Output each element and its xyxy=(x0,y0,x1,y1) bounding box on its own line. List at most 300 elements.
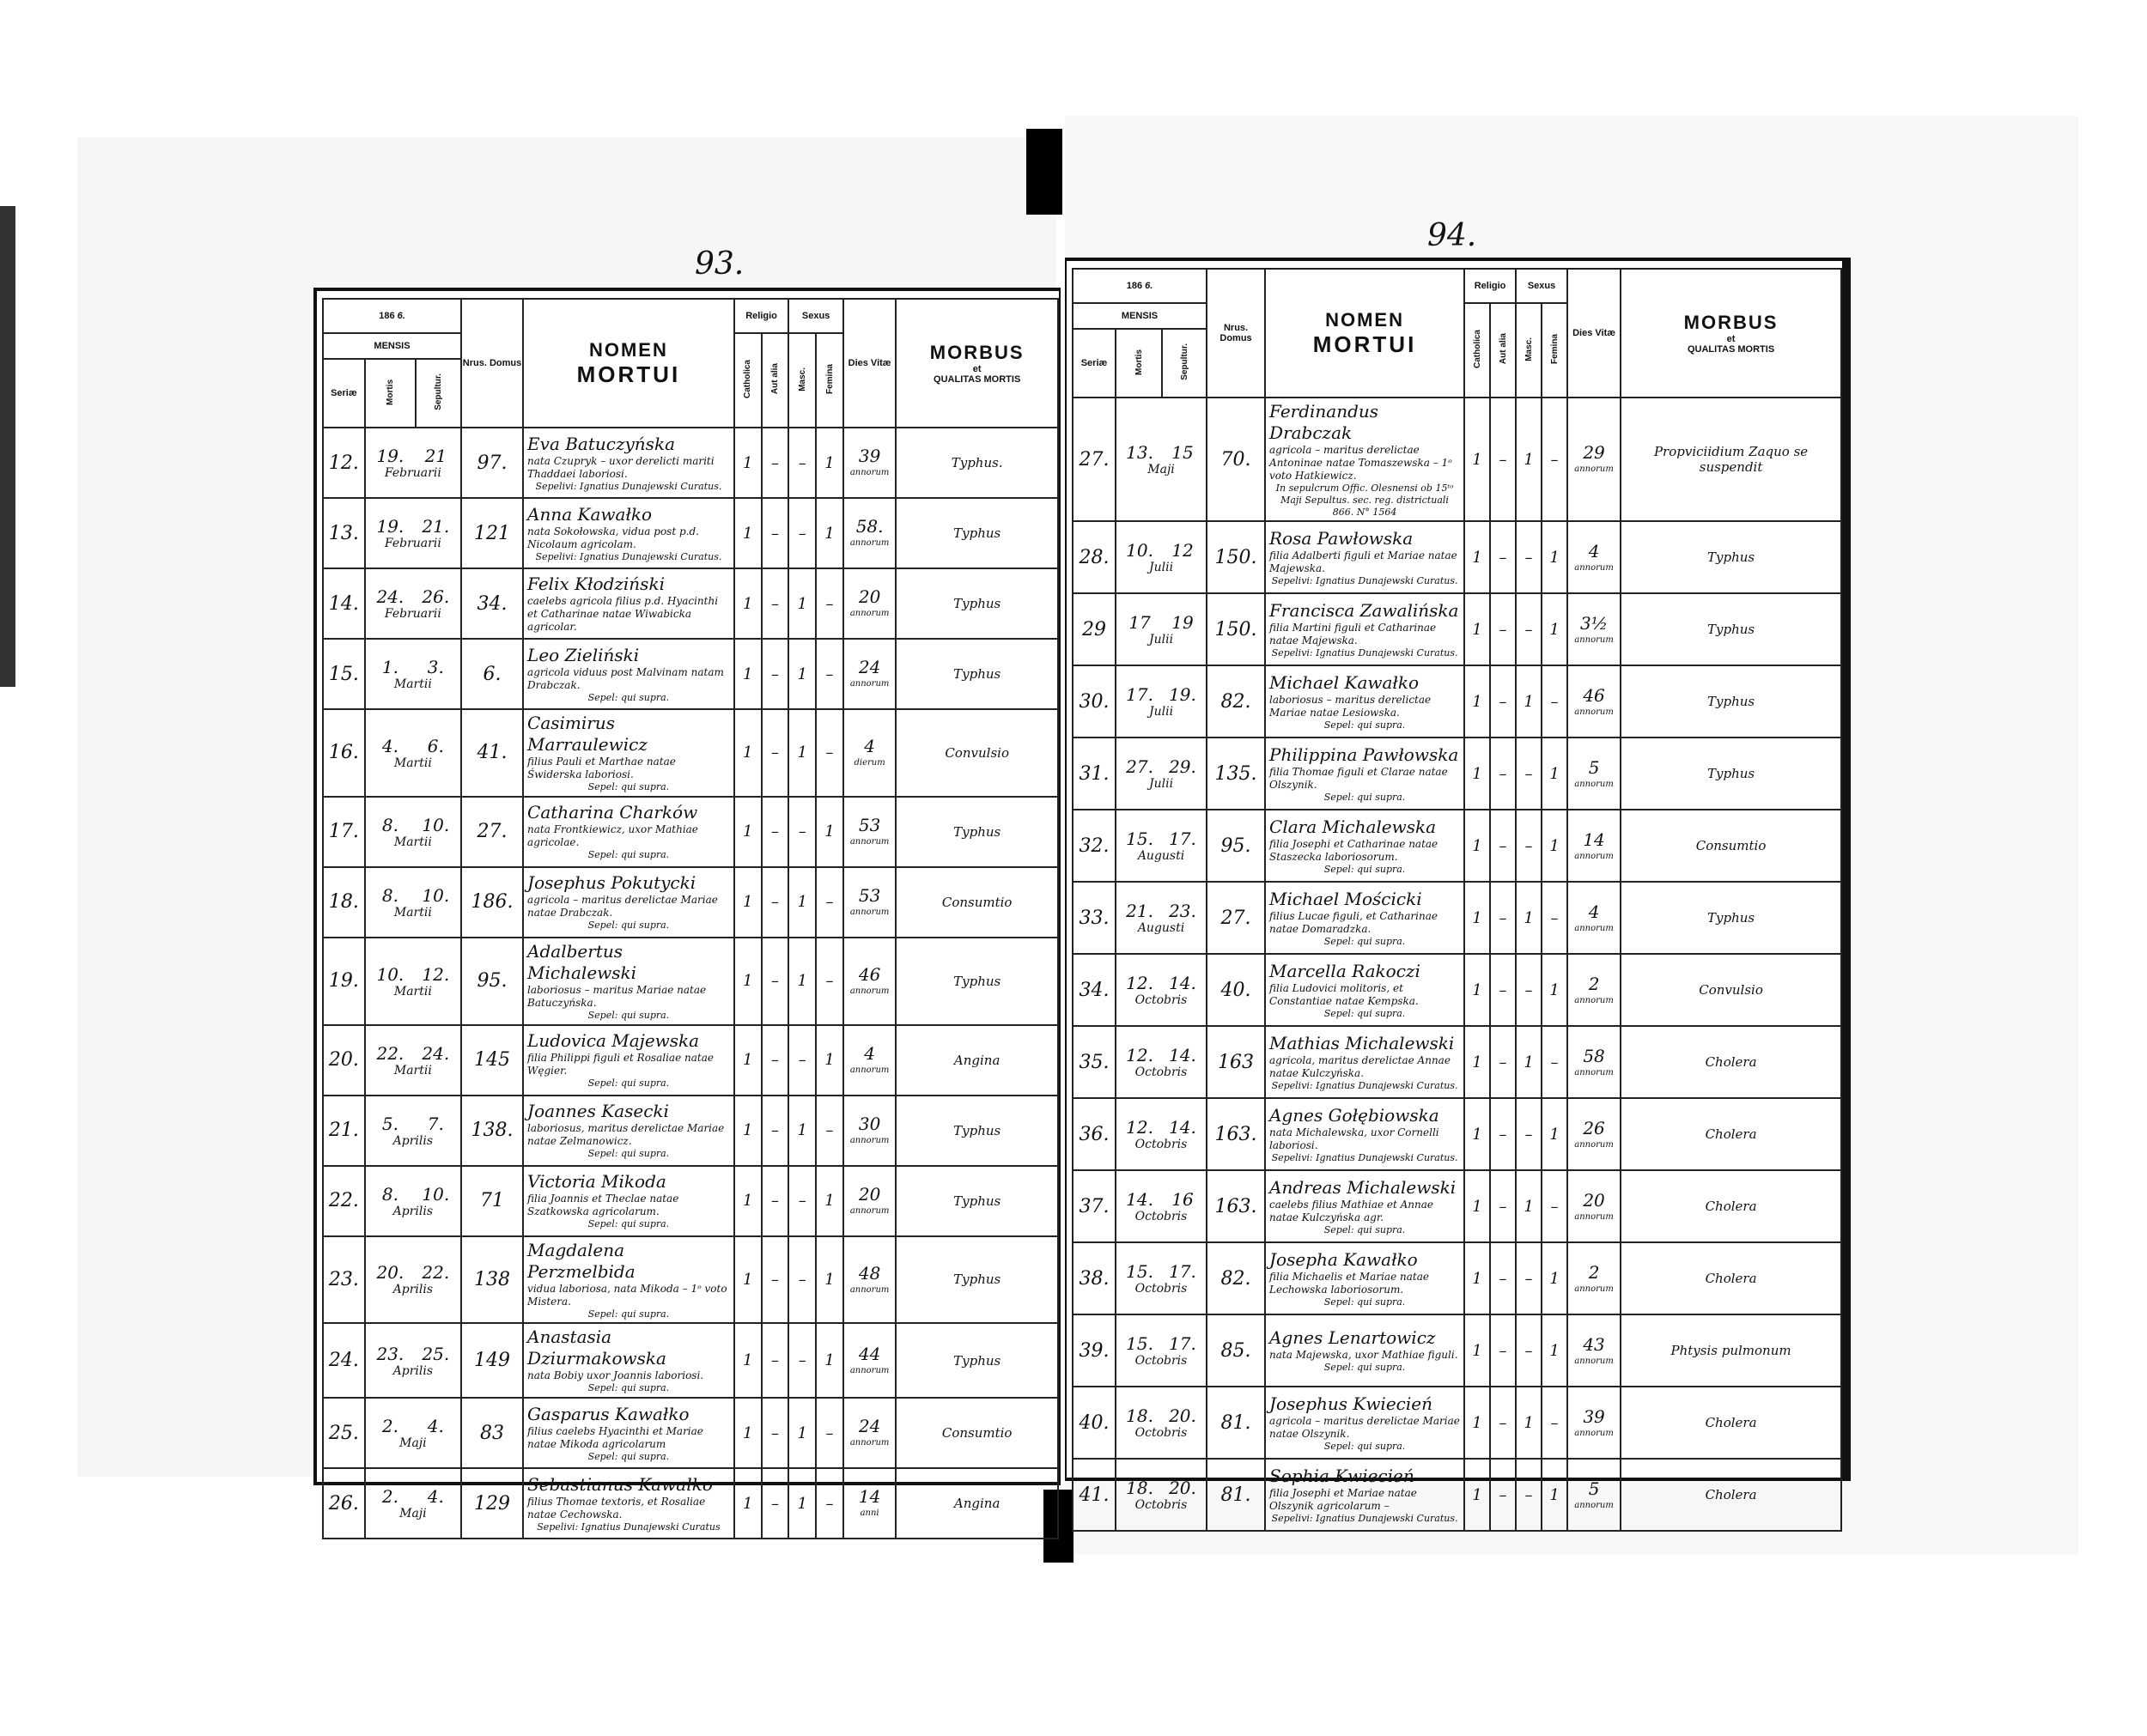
house-number: 27. xyxy=(477,821,508,843)
register-row xyxy=(323,1323,1058,1398)
femina-cell xyxy=(816,709,843,797)
femina-mark: 1 xyxy=(1549,1125,1560,1144)
burial-day: 4. xyxy=(427,1486,444,1507)
masc-mark: 1 xyxy=(797,1423,807,1442)
femina-mark: 1 xyxy=(824,1051,835,1069)
deceased-details: nata Sokołowska, vidua post p.d. Nicolaum agricolam. xyxy=(527,525,699,550)
masc-mark: 1 xyxy=(797,665,807,683)
name-cell xyxy=(523,1468,734,1539)
aut-alia-cell xyxy=(1490,1170,1516,1242)
domus-cell xyxy=(1207,1170,1265,1242)
age-unit: annorum xyxy=(849,907,890,918)
domus-cell xyxy=(1207,521,1265,593)
deceased-name: Gasparus Kawałko xyxy=(527,1403,690,1424)
death-day: 17. xyxy=(1126,684,1153,706)
age-unit: annorum xyxy=(849,1135,890,1145)
name-cell xyxy=(1265,398,1464,521)
house-number: 163. xyxy=(1214,1123,1257,1145)
domus-cell xyxy=(461,1236,523,1324)
age-unit: annorum xyxy=(1574,851,1614,861)
catholica-cell xyxy=(1464,1314,1490,1387)
catholica-mark: 1 xyxy=(1472,980,1482,999)
catholica-cell xyxy=(1464,882,1490,954)
masc-cell xyxy=(1516,521,1542,593)
deceased-name: Francisca Zawalińska xyxy=(1269,599,1459,621)
house-number: 121 xyxy=(474,522,511,544)
masc-mark: 1 xyxy=(797,972,807,991)
house-number: 186. xyxy=(471,891,514,914)
catholica-mark: 1 xyxy=(742,1270,753,1289)
deceased-details: filia Josephi et Catharinae natae Staszecka laboriosorum. xyxy=(1269,837,1438,863)
deceased-name: Ludovica Majewska xyxy=(527,1030,700,1052)
seriae-number: 25. xyxy=(328,1422,359,1444)
femina-mark: – xyxy=(1550,450,1559,469)
house-number: 95. xyxy=(1220,835,1251,857)
catholica-mark: 1 xyxy=(742,524,753,543)
burial-note: Sepel: qui supra. xyxy=(587,1382,670,1394)
seriae-cell xyxy=(1073,810,1116,882)
month-name: Martii xyxy=(393,905,432,920)
morbus-cell xyxy=(896,1166,1058,1236)
femina-cell xyxy=(816,568,843,639)
femina-cell xyxy=(1542,1387,1567,1459)
age-unit: annorum xyxy=(1574,1139,1614,1150)
morbus-header: MORBUS et QUALITAS MORTIS xyxy=(896,299,1058,428)
month-name: Julii xyxy=(1148,633,1174,647)
femina-mark: – xyxy=(825,893,834,912)
mortis-cell xyxy=(1116,737,1207,810)
age-value: 53 xyxy=(858,885,881,907)
femina-cell xyxy=(1542,1026,1567,1098)
burial-day: 7. xyxy=(427,1113,444,1134)
age-unit: annorum xyxy=(849,468,890,478)
deceased-details: filia Josephi et Mariae natae Olszynik agricolarum – xyxy=(1269,1486,1417,1512)
register-row xyxy=(1073,521,1841,593)
register-row xyxy=(323,938,1058,1025)
deceased-details: filia Thomae figuli et Clarae natae Olszynik. xyxy=(1269,765,1448,791)
seriae-number: 32. xyxy=(1079,835,1110,857)
masc-cell xyxy=(1516,665,1542,737)
domus-cell xyxy=(461,867,523,938)
deceased-name: Ferdinandus Drabczak xyxy=(1269,401,1379,443)
aut-alia-cell xyxy=(1490,810,1516,882)
catholica-cell xyxy=(1464,810,1490,882)
domus-cell xyxy=(461,1166,523,1236)
binding-gap-top xyxy=(1026,129,1062,215)
death-register-table: 186 6. Nrus. Domus NOMEN MORTUI Religio Sexus Dies Vitæ MORBUS et QUALITAS MORTIS MENSIS Catholica Aut alia Masc. Femina Seriæ Mortis Sepultur. 12. 19. 21 Februarii 97. Eva Batuczyńska nata Czupryk – uxor derelicti mariti Thaddaei laboriosi. Sepelivi: Ignatius Dunajewski Curatus. 1 – – 1 39 annorum Typhus. 13. 19. 21. Februarii 121 Anna Kawałko nata Sokołowska, vidua post p.d. Nicolaum agricolam. Sepelivi: Ignatius Dunajewski Curatus. 1 – – 1 58. annorum Typhus 14. 24. 26. Februarii 34. Felix Kłodziński caelebs agricola filius p.d. Hyacinthi et Catharinae natae Wiwabicka agricolar. 1 – 1 – 20 annorum Typhus 15. 1. 3. Martii 6. Leo Zieliński agricola viduus post Malvinam natam Drabczak. Sepel: qui supra. 1 – 1 – 24 annorum Typhus 16. 4. 6. Martii 41. Casimirus Marraulewicz filius Pauli et Marthae natae Świderska laboriosi. Sepel: qui supra. 1 – 1 – 4 dierum Convulsio 17. 8. 10. Martii 27. Catharina Charków nata Frontkiewicz, uxor Mathiae agricolae. Sepel: qui supra. 1 – – 1 53 annorum Typhus 18. 8. 10. Martii 186. Josephus Pokutycki agricola – maritus derelictae Mariae natae Drabczak. Sepel: qui supra. 1 – 1 – 53 annorum Consumtio 19. 10. 12. Martii 95. Adalbertus Michalewski laboriosus – maritus Mariae natae Batuczyńska. Sepel: qui supra. 1 – 1 – 46 annorum Typhus 20. 22. 24. Martii 145 Ludovica Majewska filia Philippi figuli et Rosaliae natae Węgier. Sepel: qui supra. 1 – – 1 4 annorum Angina 21. 5. 7. Aprilis 138. Joannes Kasecki laboriosus, maritus derelictae Mariae natae Zelmanowicz. Sepel: qui supra. 1 – 1 – 30 annorum Typhus 22. 8. 10. Aprilis 71 Victoria Mikoda filia Joannis et Theclae natae Szatkowska agricolarum. Sepel: qui supra. 1 – – 1 20 annorum Typhus 23. 20. 22. Aprilis 138 Magdalena Perzmelbida vidua laboriosa, nata Mikoda – 1ᵒ voto Mistera. Sepel: qui supra. 1 – – 1 48 annorum Typhus 24. 23. 25. Aprilis 149 Anastasia Dziurmakowska nata Bobiy uxor Joannis laboriosi. Sepel: qui supra. 1 – – 1 44 annorum Typhus 25. 2. 4. Maji 83 Gasparus Kawałko filius caelebs Hyacinthi et Mariae natae Mikoda agricolarum Sepel: qui supra. 1 – 1 – 24 annorum Consumtio 26. 2. 4. Maji 129 Sebastianus Kawałko filius Thomae textoris, et Rosaliae natae Cechowska. Sepelivi: Ignatius Dunajewski Curatus 1 – 1 – 14 anni Angina xyxy=(322,298,1059,1539)
catholica-cell xyxy=(1464,1459,1490,1531)
deceased-details: filia Ludovici molitoris, et Constantiae natae Kempska. xyxy=(1269,981,1419,1007)
burial-day: 16 xyxy=(1171,1189,1194,1211)
morbus-cell xyxy=(1621,1098,1841,1170)
house-number: 40. xyxy=(1220,979,1251,1001)
aut-alia-mark: – xyxy=(770,1051,779,1069)
vitae-cell xyxy=(1567,1170,1621,1242)
mortis-cell xyxy=(365,639,461,709)
mortis-cell xyxy=(1116,593,1207,665)
deceased-name: Casimirus Marraulewicz xyxy=(527,713,648,755)
month-name: Martii xyxy=(393,677,432,691)
age-value: 2 xyxy=(1588,1261,1600,1283)
aut-alia-mark: – xyxy=(770,1121,779,1139)
deceased-name: Joannes Kasecki xyxy=(527,1101,669,1122)
cause-of-death: Typhus xyxy=(1707,694,1755,710)
mortis-cell xyxy=(365,1236,461,1324)
vitae-cell xyxy=(843,938,896,1025)
cause-of-death: Convulsio xyxy=(945,744,1009,761)
domus-cell xyxy=(1207,1242,1265,1314)
cause-of-death: Typhus xyxy=(953,666,1001,682)
masc-cell xyxy=(788,1025,816,1096)
age-unit: annorum xyxy=(1574,923,1614,933)
name-cell xyxy=(523,1398,734,1468)
register-row xyxy=(1073,1314,1841,1387)
masc-cell xyxy=(1516,1098,1542,1170)
mortis-cell xyxy=(365,428,461,498)
month-name: Octobris xyxy=(1134,1426,1188,1441)
name-cell xyxy=(1265,1026,1464,1098)
age-value: 46 xyxy=(858,963,881,985)
death-day: 19. xyxy=(376,516,404,537)
burial-day: 14. xyxy=(1169,1045,1196,1066)
femina-cell xyxy=(1542,398,1567,521)
catholica-mark: 1 xyxy=(1472,1413,1482,1432)
seriae-cell xyxy=(323,938,365,1025)
seriae-cell xyxy=(323,709,365,797)
deceased-name: Sophia Kwiecień xyxy=(1269,1465,1414,1486)
aut-alia-mark: – xyxy=(1499,1269,1507,1288)
name-cell xyxy=(523,1236,734,1324)
morbus-header: MORBUS et QUALITAS MORTIS xyxy=(1621,269,1841,398)
femina-cell xyxy=(816,639,843,709)
deceased-details: filia Joannis et Theclae natae Szatkowska agricolarum. xyxy=(527,1193,679,1218)
deceased-details: agricola – maritus derelictae Antoninae natae Tomaszewska – 1ᵒ voto Hatkiewicz. xyxy=(1269,444,1452,482)
burial-day: 24. xyxy=(422,1042,450,1064)
seriae-number: 19. xyxy=(328,970,359,992)
burial-note: Sepel: qui supra. xyxy=(587,781,670,792)
catholica-mark: 1 xyxy=(742,1494,753,1513)
masc-mark: 1 xyxy=(1524,1053,1534,1071)
name-cell xyxy=(1265,737,1464,810)
age-unit: annorum xyxy=(1574,995,1614,1005)
register-row xyxy=(323,639,1058,709)
age-value: 3½ xyxy=(1580,612,1609,634)
register-row xyxy=(1073,810,1841,882)
femina-cell xyxy=(1542,1314,1567,1387)
masc-cell xyxy=(788,797,816,867)
morbus-cell xyxy=(1621,1387,1841,1459)
age-value: 4 xyxy=(864,1042,875,1064)
domus-cell xyxy=(461,1398,523,1468)
burial-day: 19. xyxy=(1169,684,1196,706)
register-row xyxy=(323,498,1058,568)
deceased-name: Clara Michalewska xyxy=(1269,816,1437,837)
age-unit: dierum xyxy=(854,758,885,768)
catholica-cell xyxy=(1464,1242,1490,1314)
deceased-details: agricola viduus post Malvinam natam Drabczak. xyxy=(527,665,724,691)
register-row xyxy=(323,1096,1058,1166)
femina-cell xyxy=(1542,810,1567,882)
seriae-number: 12. xyxy=(328,452,359,474)
femina-cell xyxy=(1542,954,1567,1026)
aut-alia-cell xyxy=(762,797,789,867)
seriae-cell xyxy=(323,498,365,568)
burial-note: Sepelivi: Ignatius Dunajewski Curatus. xyxy=(1271,574,1458,586)
femina-cell xyxy=(1542,1098,1567,1170)
aut-alia-cell xyxy=(1490,398,1516,521)
burial-day: 12 xyxy=(1171,540,1194,561)
cause-of-death: Cholera xyxy=(1705,1487,1757,1503)
age-value: 46 xyxy=(1583,684,1605,706)
house-number: 82. xyxy=(1220,690,1251,713)
masc-cell xyxy=(1516,737,1542,810)
burial-day: 17. xyxy=(1169,1261,1196,1283)
masc-cell xyxy=(788,1166,816,1236)
domus-cell xyxy=(1207,737,1265,810)
mortis-cell xyxy=(365,1096,461,1166)
seriae-cell xyxy=(323,797,365,867)
aut-alia-cell xyxy=(1490,521,1516,593)
mortis-cell xyxy=(1116,1314,1207,1387)
vitae-cell xyxy=(1567,1387,1621,1459)
death-day: 10. xyxy=(1126,540,1153,561)
seriae-cell xyxy=(1073,882,1116,954)
seriae-number: 29 xyxy=(1082,618,1106,640)
morbus-cell xyxy=(1621,737,1841,810)
masc-mark: 1 xyxy=(1524,692,1534,711)
sexus-header: Sexus xyxy=(788,299,843,333)
deceased-name: Catharina Charków xyxy=(527,802,698,823)
age-unit: annorum xyxy=(849,1365,890,1375)
catholica-cell xyxy=(734,639,762,709)
femina-mark: 1 xyxy=(824,524,835,543)
death-day: 15. xyxy=(1126,829,1153,850)
masc-cell xyxy=(1516,1242,1542,1314)
seriae-number: 33. xyxy=(1079,907,1110,929)
catholica-mark: 1 xyxy=(742,1192,753,1210)
masc-mark: 1 xyxy=(1524,908,1534,927)
aut-alia-cell xyxy=(1490,954,1516,1026)
month-name: Martii xyxy=(393,835,432,849)
aut-alia-mark: – xyxy=(770,893,779,912)
catholica-cell xyxy=(734,797,762,867)
domus-cell xyxy=(461,938,523,1025)
deceased-name: Magdalena Perzmelbida xyxy=(527,1239,636,1282)
aut-alia-cell xyxy=(1490,665,1516,737)
mortis-cell xyxy=(1116,810,1207,882)
morbus-cell xyxy=(896,498,1058,568)
age-value: 4 xyxy=(1588,901,1600,922)
aut-alia-cell xyxy=(1490,1387,1516,1459)
masc-mark: 1 xyxy=(797,1494,807,1513)
mortis-cell xyxy=(365,498,461,568)
catholica-cell xyxy=(1464,593,1490,665)
name-cell xyxy=(1265,521,1464,593)
seriae-cell xyxy=(1073,1242,1116,1314)
deceased-name: Rosa Pawłowska xyxy=(1269,527,1414,549)
age-value: 24 xyxy=(858,657,881,678)
domus-cell xyxy=(1207,1314,1265,1387)
masc-cell xyxy=(788,1468,816,1539)
masc-mark: 1 xyxy=(797,594,807,613)
femina-mark: – xyxy=(825,972,834,991)
burial-day: 14. xyxy=(1169,973,1196,994)
deceased-name: Josephus Kwiecień xyxy=(1269,1393,1432,1414)
aut-alia-cell xyxy=(762,428,789,498)
mensis-header: MENSIS xyxy=(323,333,461,359)
burial-note: Sepel: qui supra. xyxy=(587,920,670,932)
aut-alia-cell xyxy=(762,938,789,1025)
register-row xyxy=(1073,1026,1841,1098)
house-number: 27. xyxy=(1220,907,1251,929)
page-number: 93. xyxy=(695,246,745,282)
name-cell xyxy=(1265,665,1464,737)
femina-cell xyxy=(1542,882,1567,954)
deceased-details: laboriosus – maritus derelictae Mariae natae Lesiowska. xyxy=(1269,693,1432,719)
age-unit: annorum xyxy=(1574,707,1614,717)
deceased-name: Michael Kawałko xyxy=(1269,671,1420,693)
deceased-details: caelebs filius Mathiae et Annae natae Kulczyńska agr. xyxy=(1269,1198,1433,1223)
vitae-cell xyxy=(843,709,896,797)
aut-alia-cell xyxy=(1490,1098,1516,1170)
register-row xyxy=(1073,398,1841,521)
seriae-number: 16. xyxy=(328,742,359,764)
name-cell xyxy=(1265,1242,1464,1314)
burial-note: Sepelivi: Ignatius Dunajewski Curatus. xyxy=(1271,646,1458,659)
house-number: 71 xyxy=(480,1190,505,1211)
aut-alia-cell xyxy=(762,1398,789,1468)
seriae-number: 18. xyxy=(328,891,359,914)
mortis-cell xyxy=(1116,1459,1207,1531)
name-cell xyxy=(523,498,734,568)
masc-mark: – xyxy=(798,1270,806,1289)
cause-of-death: Angina xyxy=(953,1496,1001,1511)
register-row xyxy=(1073,882,1841,954)
seriae-cell xyxy=(323,867,365,938)
morbus-cell xyxy=(1621,810,1841,882)
deceased-name: Marcella Rakoczi xyxy=(1269,960,1420,981)
age-value: 4 xyxy=(1588,540,1600,561)
register-page-left xyxy=(313,246,1061,1533)
month-name: Februarii xyxy=(384,607,441,621)
domus-cell xyxy=(461,1468,523,1539)
catholica-cell xyxy=(1464,398,1490,521)
catholica-mark: 1 xyxy=(742,1351,753,1370)
seriae-number: 21. xyxy=(328,1120,359,1141)
seriae-cell xyxy=(323,1323,365,1398)
month-name: Julii xyxy=(1148,705,1174,719)
burial-day: 21. xyxy=(422,516,450,537)
death-day: 17 xyxy=(1128,612,1151,634)
seriae-cell xyxy=(1073,593,1116,665)
age-value: 39 xyxy=(1583,1405,1605,1427)
seriae-number: 36. xyxy=(1079,1123,1110,1145)
burial-day: 14. xyxy=(1169,1117,1196,1138)
age-value: 29 xyxy=(1583,442,1605,464)
death-day: 14. xyxy=(1126,1189,1153,1211)
burial-day: 12. xyxy=(422,963,450,985)
domus-cell xyxy=(461,1096,523,1166)
name-cell xyxy=(523,1323,734,1398)
catholica-mark: 1 xyxy=(1472,836,1482,855)
aut-alia-mark: – xyxy=(1499,692,1507,711)
month-name: Aprilis xyxy=(392,1283,434,1297)
deceased-name: Adalbertus Michalewski xyxy=(527,940,637,983)
seriae-number: 37. xyxy=(1079,1195,1110,1217)
catholica-mark: 1 xyxy=(1472,548,1482,567)
catholica-mark: 1 xyxy=(742,1423,753,1442)
age-unit: annorum xyxy=(849,679,890,689)
masc-mark: – xyxy=(1524,1485,1533,1504)
cause-of-death: Typhus xyxy=(953,525,1001,541)
catholica-mark: 1 xyxy=(1472,764,1482,783)
femina-mark: – xyxy=(825,594,834,613)
death-day: 21. xyxy=(1126,901,1153,922)
morbus-cell xyxy=(896,428,1058,498)
age-unit: annorum xyxy=(1574,1356,1614,1366)
deceased-name: Mathias Michalewski xyxy=(1269,1032,1455,1053)
aut-alia-mark: – xyxy=(770,524,779,543)
catholica-cell xyxy=(734,1096,762,1166)
register-row xyxy=(1073,665,1841,737)
vitae-cell xyxy=(1567,737,1621,810)
domus-cell xyxy=(461,1025,523,1096)
house-number: 138 xyxy=(474,1268,511,1290)
catholica-mark: 1 xyxy=(1472,450,1482,469)
age-unit: anni xyxy=(860,1508,879,1519)
month-name: Maji xyxy=(399,1507,427,1521)
age-unit: annorum xyxy=(849,1065,890,1075)
vitae-cell xyxy=(843,1166,896,1236)
morbus-cell xyxy=(1621,398,1841,521)
vitae-cell xyxy=(843,867,896,938)
house-number: 34. xyxy=(477,592,508,615)
vitae-cell xyxy=(843,639,896,709)
aut-alia-cell xyxy=(1490,1242,1516,1314)
catholica-cell xyxy=(734,1323,762,1398)
cause-of-death: Typhus. xyxy=(951,455,1003,470)
burial-note: Sepel: qui supra. xyxy=(1323,1296,1406,1308)
seriae-number: 24. xyxy=(328,1350,359,1372)
death-register-table: 186 6. Nrus. Domus NOMEN MORTUI Religio Sexus Dies Vitæ MORBUS et QUALITAS MORTIS MENSIS Catholica Aut alia Masc. Femina Seriæ Mortis Sepultur. 27. 13. 15 Maji 70. Ferdinandus Drabczak agricola – maritus derelictae Antoninae natae Tomaszewska – 1ᵒ voto Hatkiewicz. In sepulcrum Offic. Olesnensi ob 15ᵗᵒ Maji Sepultus. sec. reg. districtuali 866. N° 1564 1 – 1 – 29 annorum Propviciidium Zaquo se suspendit 28. 10. 12 Julii 150. Rosa Pawłowska filia Adalberti figuli et Mariae natae Majewska. Sepelivi: Ignatius Dunajewski Curatus. 1 – – 1 4 annorum Typhus 29 17 19 Julii 150. Francisca Zawalińska filia Martini figuli et Catharinae natae Majewska. Sepelivi: Ignatius Dunajewski Curatus. 1 – – 1 3½ annorum Typhus 30. 17. 19. Julii 82. Michael Kawałko laboriosus – maritus derelictae Mariae natae Lesiowska. Sepel: qui supra. 1 – 1 – 46 annorum Typhus 31. 27. 29. Julii 135. Philippina Pawłowska filia Thomae figuli et Clarae natae Olszynik. Sepel: qui supra. 1 – – 1 5 annorum Typhus 32. 15. 17. Augusti 95. Clara Michalewska filia Josephi et Catharinae natae Staszecka laboriosorum. Sepel: qui supra. 1 – – 1 14 annorum Consumtio 33. 21. 23. Augusti 27. Michael Mościcki filius Lucae figuli, et Catharinae natae Domaradzka. Sepel: qui supra. 1 – 1 – 4 annorum Typhus 34. 12. 14. Octobris 40. Marcella Rakoczi filia Ludovici molitoris, et Constantiae natae Kempska. Sepel: qui supra. 1 – – 1 2 annorum Convulsio 35. 12. 14. Octobris 163 Mathias Michalewski agricola, maritus derelictae Annae natae Kulczyńska. Sepelivi: Ignatius Dunajewski Curatus. 1 – 1 – 58 annorum Cholera 36. 12. 14. Octobris 163. Agnes Gołębiowska nata Michalewska, uxor Cornelli laboriosi. Sepelivi: Ignatius Dunajewski Curatus. 1 – – 1 26 annorum Cholera 37. 14. 16 Octobris 163. Andreas Michalewski caelebs filius Mathiae et Annae natae Kulczyńska agr. Sepel: qui supra. 1 – 1 – 20 annorum Cholera 38. 15. 17. Octobris 82. Josepha Kawałko filia Michaelis et Mariae natae Lechowska laboriosorum. Sepel: qui supra. 1 – – 1 2 annorum Cholera 39. 15. 17. Octobris 85. Agnes Lenartowicz nata Majewska, uxor Mathiae figuli. Sepel: qui supra. 1 – – 1 43 annorum Phtysis pulmonum 40. 18. 20. Octobris 81. Josephus Kwiecień agricola – maritus derelictae Mariae natae Olszynik. Sepel: qui supra. 1 – 1 – 39 annorum Cholera 41. 18. 20. Octobris 81. Sophia Kwiecień filia Josephi et Mariae natae Olszynik agricolarum – Sepelivi: Ignatius Dunajewski Curatus. 1 – – 1 5 annorum Cholera xyxy=(1072,268,1842,1532)
femina-mark: 1 xyxy=(1549,1485,1560,1504)
femina-cell xyxy=(816,1236,843,1324)
burial-note: Sepel: qui supra. xyxy=(1323,1007,1406,1019)
mortis-cell xyxy=(1116,1242,1207,1314)
burial-note: In sepulcrum Offic. Olesnensi ob 15ᵗᵒ Maji Sepultus. sec. reg. districtuali 866. N° 1564 xyxy=(1275,483,1454,518)
register-row xyxy=(323,568,1058,639)
femina-mark: – xyxy=(825,1423,834,1442)
nomen-header: NOMEN MORTUI xyxy=(1265,269,1464,398)
age-value: 43 xyxy=(1583,1333,1605,1355)
register-row xyxy=(323,1468,1058,1539)
seriae-number: 13. xyxy=(328,522,359,544)
vitae-cell xyxy=(1567,398,1621,521)
name-cell xyxy=(1265,1387,1464,1459)
cause-of-death: Typhus xyxy=(1707,766,1755,782)
femina-mark: – xyxy=(1550,1413,1559,1432)
burial-day: 17. xyxy=(1169,829,1196,850)
catholica-mark: 1 xyxy=(1472,1125,1482,1144)
burial-day: 17. xyxy=(1169,1333,1196,1355)
aut-alia-cell xyxy=(762,1236,789,1324)
femina-mark: 1 xyxy=(824,1192,835,1210)
death-day: 12. xyxy=(1126,1117,1153,1138)
month-name: Martii xyxy=(393,1063,432,1077)
burial-day: 26. xyxy=(422,586,450,607)
seriae-number: 27. xyxy=(1079,448,1110,470)
page-number: 94. xyxy=(1427,218,1477,253)
